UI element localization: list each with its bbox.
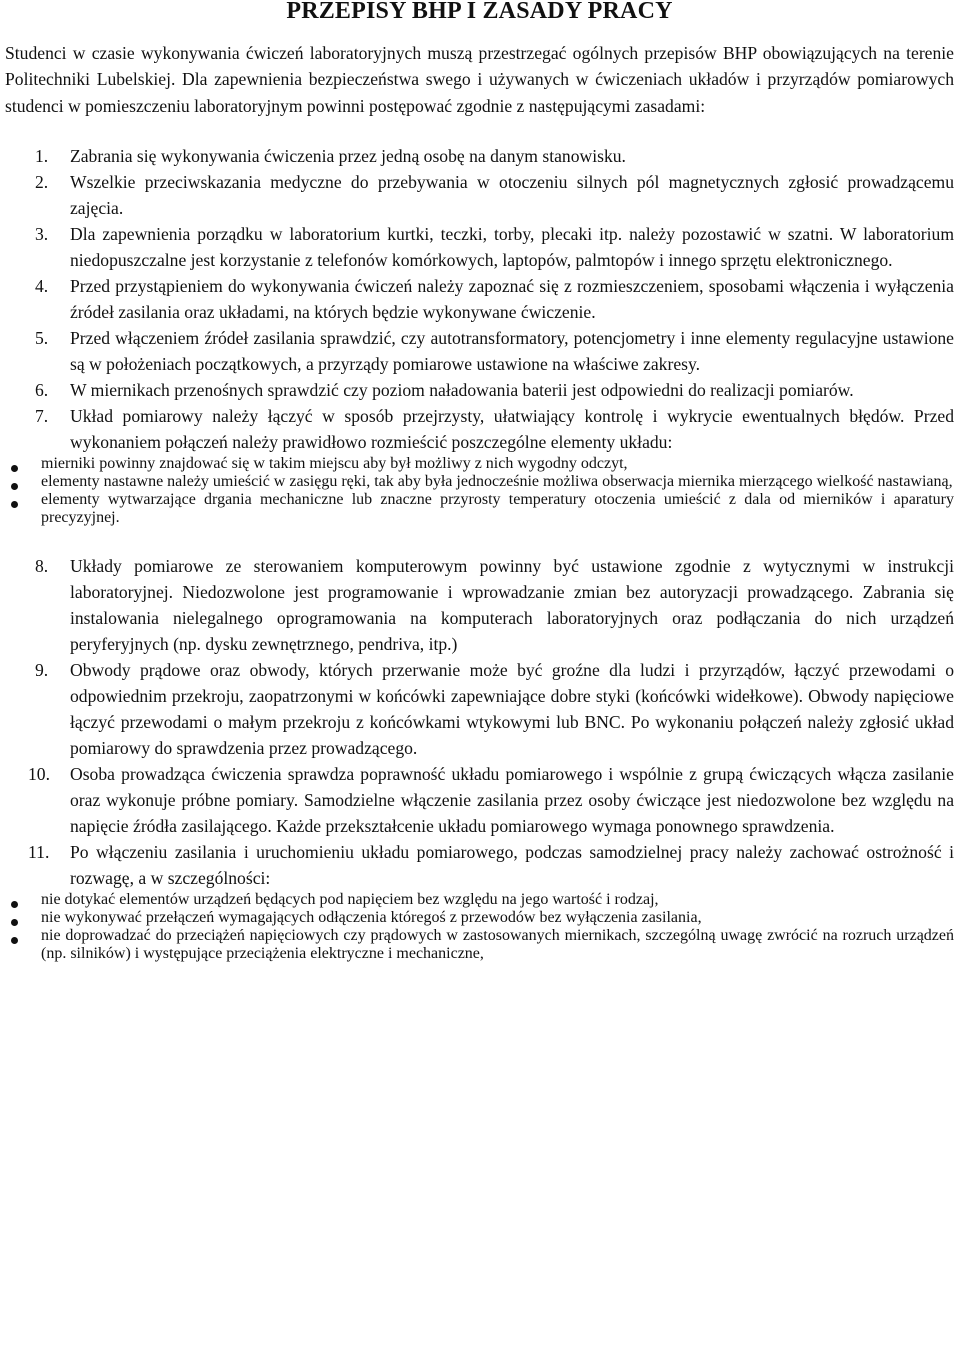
rule-item-1 bbox=[5, 143, 954, 169]
rule-item-4 bbox=[5, 273, 954, 325]
bullet-icon bbox=[11, 483, 18, 490]
bullet-icon bbox=[11, 901, 18, 908]
rule-number: 5. bbox=[35, 328, 49, 349]
bullet-text: elementy nastawne należy umieścić w zasięgu ręki, tak aby była jednocześnie możliwa obserwacja miernika mierzącego wielkość nastawianą, bbox=[41, 473, 953, 491]
rules-list bbox=[5, 143, 954, 455]
list-item bbox=[5, 473, 954, 491]
rule-text: Obwody prądowe oraz obwody, których przerwanie może być groźne dla ludzi i przyrządów, łączyć przewodami o odpowiednim przekroju, zaopatrzonymi w końcówki zapewniające dobre styki (końcówki widełkowe). Obwody napięciowe łączyć przewodami o małym przekroju z końcówkami wtykowymi lub BNC. Po wykonaniu połączeń należy zgłosić układ pomiarowy do sprawdzenia przez prowadzącego. bbox=[70, 660, 954, 759]
rule-item-8 bbox=[5, 553, 954, 657]
list-item bbox=[5, 909, 954, 927]
rule-text: W miernikach przenośnych sprawdzić czy poziom naładowania baterii jest odpowiedni do realizacji pomiarów. bbox=[70, 380, 854, 401]
spacer bbox=[5, 527, 954, 553]
rule-number: 4. bbox=[35, 276, 49, 297]
rule-text: Układ pomiarowy należy łączyć w sposób przejrzysty, ułatwiający kontrolę i wykrycie ewentualnych błędów. Przed wykonaniem połączeń należy prawidłowo rozmieścić poszczególne elementy układu: bbox=[70, 406, 954, 453]
rule-text: Zabrania się wykonywania ćwiczenia przez jedną osobę na danym stanowisku. bbox=[70, 146, 626, 167]
rule-item-2 bbox=[5, 169, 954, 221]
rule-text: Układy pomiarowe ze sterowaniem komputerowym powinny być ustawione zgodnie z wytycznymi w instrukcji laboratoryjnej. Niedozwolone jest programowanie i wprowadzanie zmian bez autoryzacji prowadzącego. Zabrania się instalowania nielegalnego oprogramowania na komputerach laboratoryjnych oraz podłączania do nich urządzeń peryferyjnych (np. dysku zewnętrznego, pendriva, itp.) bbox=[70, 556, 954, 655]
rule-text: Wszelkie przeciwskazania medyczne do przebywania w otoczeniu silnych pól magnetycznych zgłosić prowadzącemu zajęcia. bbox=[70, 172, 954, 219]
rules-list-continued bbox=[5, 553, 954, 891]
bullet-icon bbox=[11, 465, 18, 472]
bullet-icon bbox=[11, 919, 18, 926]
rule-number: 2. bbox=[35, 172, 49, 193]
rule-text: Osoba prowadząca ćwiczenia sprawdza poprawność układu pomiarowego i wspólnie z grupą ćwiczących włącza zasilanie oraz wykonuje próbne pomiary. Samodzielne włączenie zasilania przez osoby ćwiczące jest niedozwolone bez względu na napięcie źródła zasilającego. Każde przekształcenie układu pomiarowego wymaga ponownego sprawdzenia. bbox=[70, 764, 954, 837]
rule-number: 11. bbox=[28, 842, 50, 863]
rule-item-3 bbox=[5, 221, 954, 273]
bullet-text: nie doprowadzać do przeciążeń napięciowych czy prądowych w zastosowanych miernikach, szczególną uwagę zwrócić na rozruch urządzeń (np. silników) i występujące przeciążenia elektryczne i mechaniczne, bbox=[41, 927, 954, 963]
page-title: PRZEPISY BHP I ZASADY PRACY bbox=[286, 0, 673, 24]
rule-item-9 bbox=[5, 657, 954, 761]
rule-number: 6. bbox=[35, 380, 49, 401]
rule-7-bullet-list bbox=[5, 455, 954, 527]
bullet-text: mierniki powinny znajdować się w takim miejscu aby był możliwy z nich wygodny odczyt, bbox=[41, 455, 628, 473]
bullet-text: elementy wytwarzające drgania mechaniczne lub znaczne przyrosty temperatury otoczenia umieścić z dala od mierników i aparatury precyzyjnej. bbox=[41, 491, 954, 527]
bullet-icon bbox=[11, 937, 18, 944]
bullet-icon bbox=[11, 501, 18, 508]
list-item bbox=[5, 891, 954, 909]
rule-item-5 bbox=[5, 325, 954, 377]
rule-text: Dla zapewnienia porządku w laboratorium kurtki, teczki, torby, plecaki itp. należy pozostawić w szatni. W laboratorium niedopuszczalne jest korzystanie z telefonów komórkowych, laptopów, palmtopów i innego sprzętu elektronicznego. bbox=[70, 224, 954, 271]
rule-text: Przed przystąpieniem do wykonywania ćwiczeń należy zapoznać się z rozmieszczeniem, sposobami włączenia i wyłączenia źródeł zasilania oraz układami, na których będzie wykonywane ćwiczenie. bbox=[70, 276, 954, 323]
rule-number: 10. bbox=[28, 764, 50, 785]
rule-item-7 bbox=[5, 403, 954, 455]
rule-number: 7. bbox=[35, 406, 49, 427]
list-item bbox=[5, 491, 954, 527]
list-item bbox=[5, 455, 954, 473]
rule-number: 1. bbox=[35, 146, 49, 167]
rule-text: Po włączeniu zasilania i uruchomieniu układu pomiarowego, podczas samodzielnej pracy należy zachować ostrożność i rozwagę, a w szczególności: bbox=[70, 842, 954, 889]
rule-number: 9. bbox=[35, 660, 49, 681]
rule-item-11 bbox=[5, 839, 954, 891]
rule-11-bullet-list bbox=[5, 891, 954, 963]
rule-text: Przed włączeniem źródeł zasilania sprawdzić, czy autotransformatory, potencjometry i inne elementy regulacyjne ustawione są w położeniach początkowych, a przyrządy pomiarowe ustawione na właściwe zakresy. bbox=[70, 328, 954, 375]
intro-paragraph: Studenci w czasie wykonywania ćwiczeń laboratoryjnych muszą przestrzegać ogólnych przepisów BHP obowiązujących na terenie Politechniki Lubelskiej. Dla zapewnienia bezpieczeństwa swego i używanych w ćwiczeniach układów i przyrządów pomiarowych studenci w pomieszczeniu laboratoryjnym powinni postępować zgodnie z następującymi zasadami: bbox=[5, 43, 954, 116]
bullet-text: nie dotykać elementów urządzeń będących pod napięciem bez względu na jego wartość i rodzaj, bbox=[41, 891, 659, 909]
rule-number: 8. bbox=[35, 556, 49, 577]
rule-number: 3. bbox=[35, 224, 49, 245]
rule-item-10 bbox=[5, 761, 954, 839]
bullet-text: nie wykonywać przełączeń wymagających odłączenia któregoś z przewodów bez wyłączenia zasilania, bbox=[41, 909, 702, 927]
list-item bbox=[5, 927, 954, 963]
rule-item-6 bbox=[5, 377, 954, 403]
